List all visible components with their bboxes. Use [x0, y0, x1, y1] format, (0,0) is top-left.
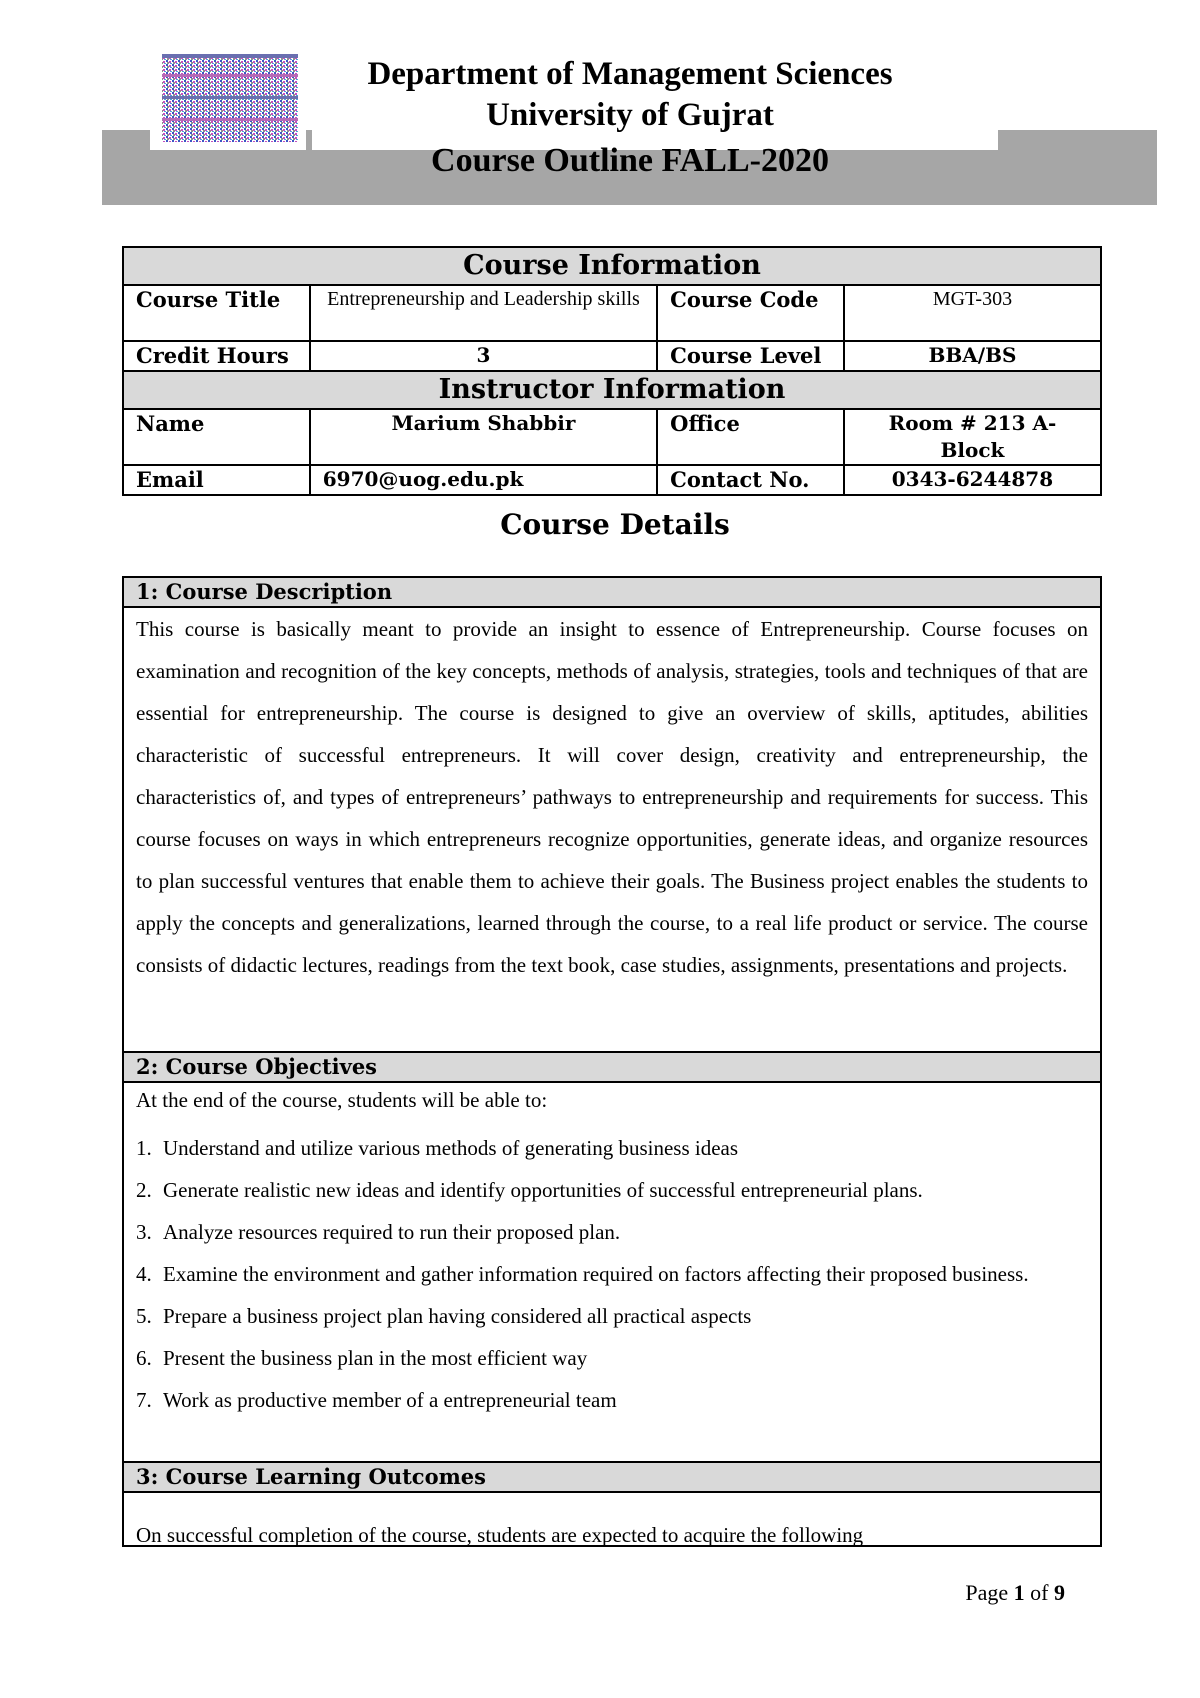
course-info-heading-row — [123, 247, 1101, 285]
instructor-name-row — [123, 409, 1101, 465]
list-item — [136, 1127, 1088, 1169]
list-item-number: 4. — [136, 1262, 152, 1286]
outcomes-cell — [123, 1492, 1101, 1546]
description-text: This course is basically meant to provide an insight to essence of Entrepreneurship. Course focuses on examination and recognition of the key concepts, methods of analysis, strategies, tools and techniques of that are essential for entrepreneurship. The course is designed to give an overview of skills, aptitudes, abilities characteristic of successful entrepreneurs. It will cover design, creativity and entrepreneurship, the characteristics of, and types of entrepreneurs’ pathways to entrepreneurship and requirements for success. This course focuses on ways in which entrepreneurs recognize opportunities, generate ideas, and organize resources to plan successful ventures that enable them to achieve their goals. The Business project enables the students to apply the concepts and generalizations, learned through the course, to a real life product or service. The course consists of didactic lectures, readings from the text book, case studies, assignments, presentations and projects. — [136, 617, 1088, 977]
total-pages: 9 — [1054, 1580, 1065, 1605]
objectives-intro: At the end of the course, students will be able to: — [136, 1088, 548, 1112]
course-info-heading: Course Information — [123, 247, 1101, 285]
description-body-row — [123, 607, 1101, 1052]
course-level-label: Course Level — [657, 341, 844, 371]
credit-hours-label: Credit Hours — [123, 341, 310, 371]
course-title-value: Entrepreneurship and Leadership skills — [310, 285, 657, 341]
list-item — [136, 1211, 1088, 1253]
objectives-list — [136, 1127, 1088, 1421]
university-name: University of Gujrat — [486, 97, 774, 133]
outcomes-intro: On successful completion of the course, students are expected to acquire the following — [136, 1523, 864, 1547]
office-value: Room # 213 A- Block — [844, 409, 1101, 465]
list-item-text: Prepare a business project plan having considered all practical aspects — [163, 1304, 752, 1328]
course-title-row — [123, 285, 1101, 341]
course-details-title: Course Details — [500, 508, 730, 541]
objectives-body-row — [123, 1082, 1101, 1462]
list-item-text: Present the business plan in the most efficient way — [163, 1346, 588, 1370]
course-level-value: BBA/BS — [844, 341, 1101, 371]
list-item-text: Work as productive member of a entrepreneurial team — [163, 1388, 617, 1412]
page-word: Page — [965, 1580, 1009, 1605]
objectives-heading: 2: Course Objectives — [123, 1052, 1101, 1082]
credit-hours-row — [123, 341, 1101, 371]
current-page: 1 — [1013, 1580, 1025, 1605]
list-item-number: 1. — [136, 1136, 152, 1160]
instructor-info-heading-row — [123, 371, 1101, 409]
objectives-cell — [123, 1082, 1101, 1462]
outcomes-heading-row — [123, 1462, 1101, 1492]
contact-value: 0343-6244878 — [844, 465, 1101, 495]
course-title-label: Course Title — [123, 285, 310, 341]
objectives-body — [136, 1083, 1088, 1461]
instructor-info-heading: Instructor Information — [123, 371, 1101, 409]
university-logo-image — [160, 52, 300, 144]
document-title: Course Outline FALL-2020 — [431, 142, 829, 179]
description-cell — [123, 607, 1101, 1052]
email-value: 6970@uog.edu.pk — [310, 465, 657, 495]
office-label: Office — [657, 409, 844, 465]
instructor-email-row — [123, 465, 1101, 495]
page-number — [965, 1580, 1065, 1606]
list-item-number: 3. — [136, 1220, 152, 1244]
course-details-table — [122, 576, 1102, 1547]
course-information-table — [122, 246, 1102, 496]
of-word: of — [1030, 1580, 1049, 1605]
department-name: Department of Management Sciences — [367, 56, 893, 92]
description-heading-row — [123, 577, 1101, 607]
credit-hours-value: 3 — [310, 341, 657, 371]
list-item-number: 2. — [136, 1178, 152, 1202]
list-item-text: Generate realistic new ideas and identify opportunities of successful entrepreneurial plans. — [163, 1178, 923, 1202]
list-item — [136, 1295, 1088, 1337]
course-code-value: MGT-303 — [844, 285, 1101, 341]
university-logo — [160, 52, 300, 144]
name-value: Marium Shabbir — [310, 409, 657, 465]
name-label: Name — [123, 409, 310, 465]
course-code-label: Course Code — [657, 285, 844, 341]
objectives-heading-row — [123, 1052, 1101, 1082]
outcomes-heading: 3: Course Learning Outcomes — [123, 1462, 1101, 1492]
list-item-number: 7. — [136, 1388, 152, 1412]
list-item-number: 5. — [136, 1304, 152, 1328]
list-item-number: 6. — [136, 1346, 152, 1370]
list-item — [136, 1337, 1088, 1379]
list-item — [136, 1253, 1088, 1295]
contact-label: Contact No. — [657, 465, 844, 495]
outcomes-body-row — [123, 1492, 1101, 1546]
list-item-text: Understand and utilize various methods of generating business ideas — [163, 1136, 739, 1160]
list-item-text: Analyze resources required to run their proposed plan. — [163, 1220, 621, 1244]
list-item-text: Examine the environment and gather information required on factors affecting their proposed business. — [163, 1262, 1029, 1286]
list-item — [136, 1169, 1088, 1211]
description-heading: 1: Course Description — [123, 577, 1101, 607]
list-item — [136, 1379, 1088, 1421]
email-label: Email — [123, 465, 310, 495]
